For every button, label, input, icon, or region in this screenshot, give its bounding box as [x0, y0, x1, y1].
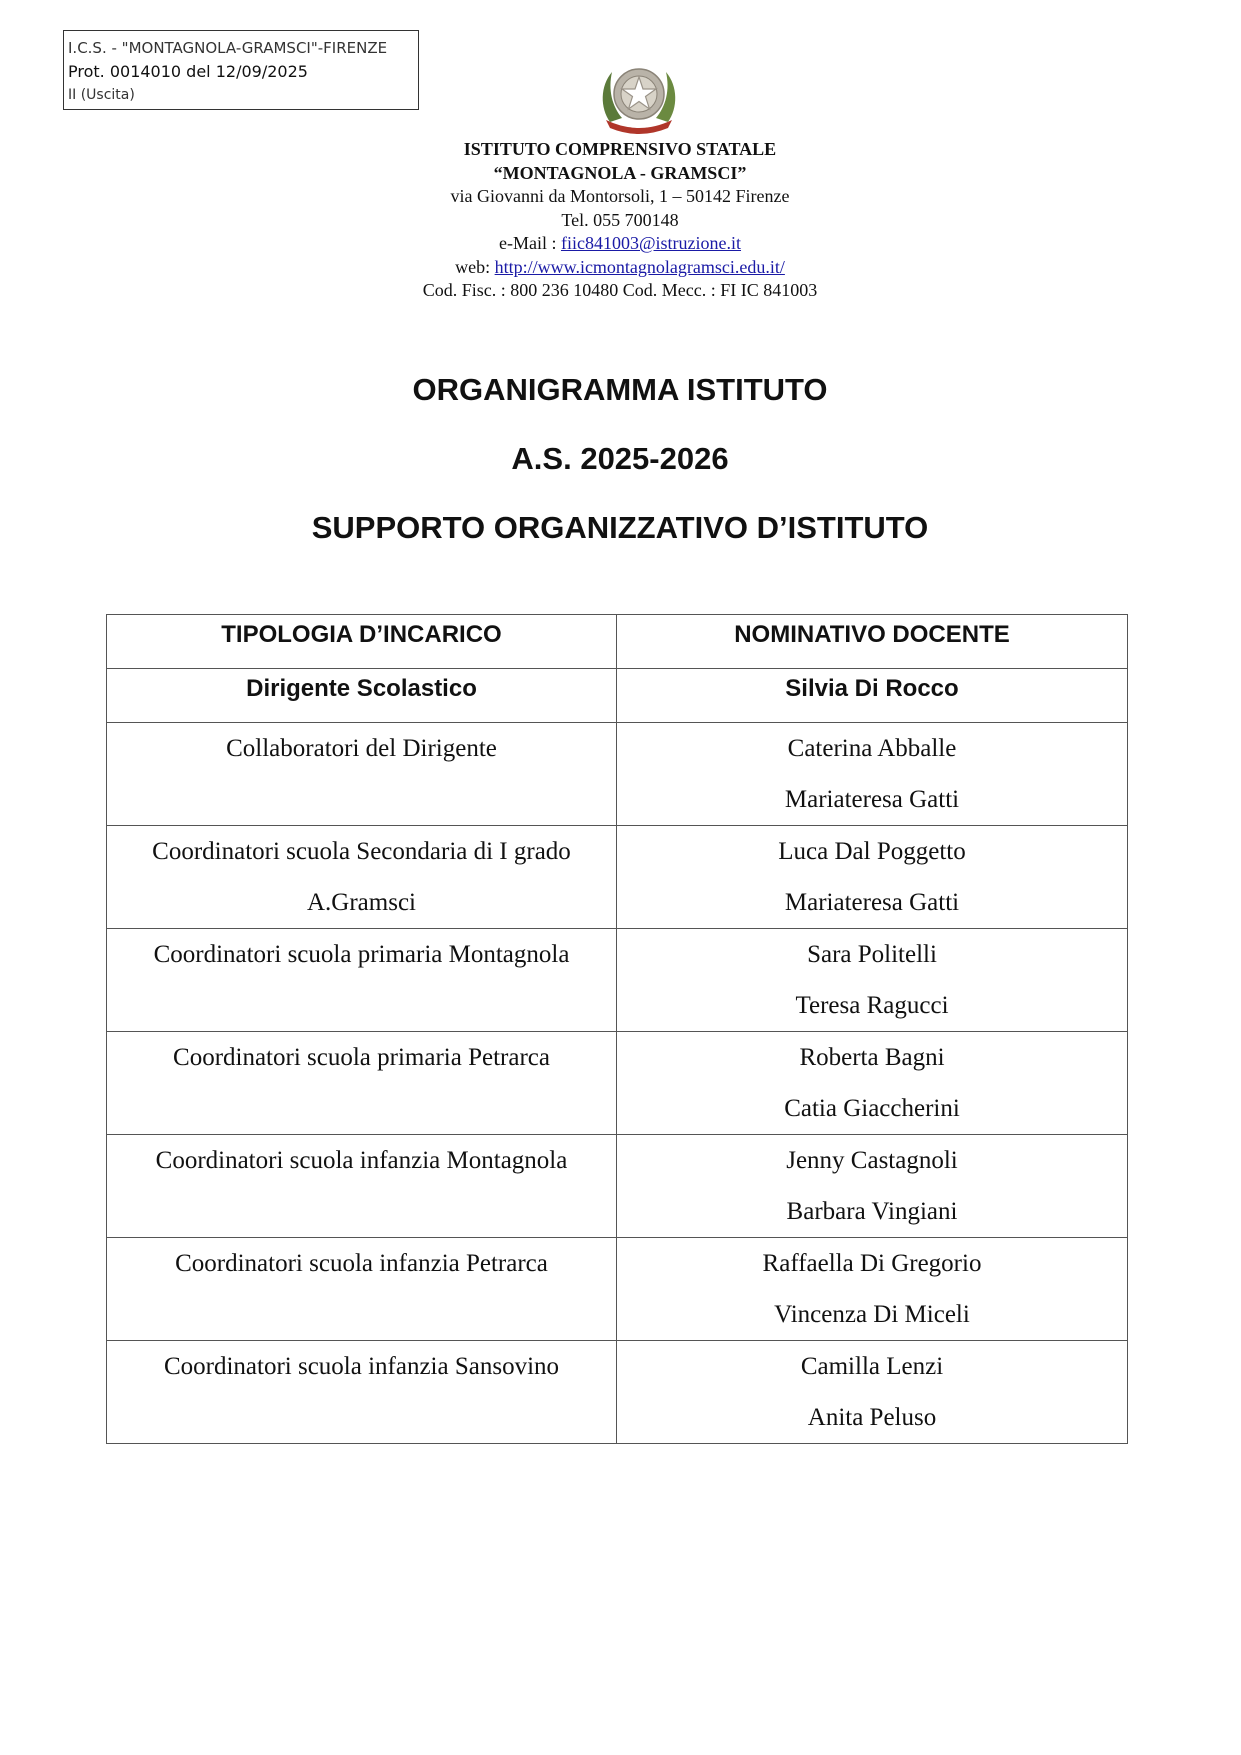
- school-email-row: [280, 232, 960, 256]
- teacher-name: Sara Politelli: [807, 941, 937, 968]
- teacher-name: Vincenza Di Miceli: [774, 1301, 970, 1328]
- names-cell: Silvia Di Rocco: [617, 669, 1128, 723]
- teacher-name: Caterina Abballe: [787, 735, 957, 762]
- school-type: ISTITUTO COMPRENSIVO STATALE: [463, 139, 777, 159]
- document-subtitle: SUPPORTO ORGANIZZATIVO D’ISTITUTO: [311, 510, 929, 545]
- teacher-name: Jenny Castagnoli: [786, 1147, 958, 1174]
- teacher-name: Raffaella Di Gregorio: [762, 1250, 982, 1277]
- school-phone: Tel. 055 700148: [561, 209, 679, 230]
- table-row: [107, 1135, 1128, 1238]
- teacher-name: Camilla Lenzi: [800, 1353, 944, 1380]
- column-header-names: NOMINATIVO DOCENTE: [617, 615, 1128, 669]
- school-name: “MONTAGNOLA - GRAMSCI”: [493, 162, 747, 183]
- table-row: [107, 1238, 1128, 1341]
- role-cell: Dirigente Scolastico: [107, 669, 617, 723]
- email-label: e-Mail :: [498, 233, 561, 253]
- names-cell: [617, 1341, 1128, 1444]
- school-year: A.S. 2025-2026: [511, 441, 729, 476]
- teacher-name: Luca Dal Poggetto: [778, 838, 966, 865]
- role-cell: Coordinatori scuola infanzia Sansovino: [107, 1341, 617, 1444]
- teacher-name: Teresa Ragucci: [795, 992, 949, 1019]
- table-row: [107, 669, 1128, 723]
- protocol-direction: II (Uscita): [68, 87, 135, 103]
- role-cell: Coordinatori scuola primaria Petrarca: [107, 1032, 617, 1135]
- protocol-stamp: [63, 30, 419, 110]
- names-cell: [617, 929, 1128, 1032]
- protocol-institute: I.C.S. - "MONTAGNOLA-GRAMSCI"-FIRENZE: [68, 39, 388, 57]
- teacher-name: Barbara Vingiani: [786, 1198, 958, 1225]
- school-web-row: [280, 256, 960, 280]
- web-label: web:: [455, 256, 495, 277]
- protocol-number: Prot. 0014010 del 12/09/2025: [68, 62, 308, 81]
- teacher-name: Anita Peluso: [807, 1404, 937, 1431]
- school-header: [280, 138, 960, 303]
- teacher-name: Catia Giaccherini: [784, 1095, 960, 1122]
- role-cell: Coordinatori scuola infanzia Montagnola: [107, 1135, 617, 1238]
- column-header-role: TIPOLOGIA D’INCARICO: [107, 615, 617, 669]
- school-codes: Cod. Fisc. : 800 236 10480 Cod. Mecc. : FI IC 841003: [422, 280, 818, 300]
- web-link[interactable]: http://www.icmontagnolagramsci.edu.it/: [494, 256, 785, 277]
- table-row: [107, 826, 1128, 929]
- role-cell: Coordinatori scuola infanzia Petrarca: [107, 1238, 617, 1341]
- names-cell: [617, 1032, 1128, 1135]
- organization-table: [106, 614, 1128, 1444]
- names-cell: [617, 723, 1128, 826]
- teacher-name: Mariateresa Gatti: [784, 889, 960, 916]
- names-cell: [617, 1238, 1128, 1341]
- email-link[interactable]: fiic841003@istruzione.it: [560, 233, 742, 253]
- role-cell: Coordinatori scuola Secondaria di I grado A.Gramsci: [107, 826, 617, 929]
- school-address: via Giovanni da Montorsoli, 1 – 50142 Firenze: [450, 186, 790, 206]
- table-row: [107, 929, 1128, 1032]
- names-cell: [617, 826, 1128, 929]
- republic-emblem-icon: [596, 56, 682, 136]
- document-title: ORGANIGRAMMA ISTITUTO: [412, 372, 828, 407]
- teacher-name: Roberta Bagni: [799, 1044, 945, 1071]
- table-header-row: [107, 615, 1128, 669]
- table-row: [107, 1341, 1128, 1444]
- names-cell: [617, 1135, 1128, 1238]
- table-row: [107, 1032, 1128, 1135]
- table-row: [107, 723, 1128, 826]
- teacher-name: Mariateresa Gatti: [784, 786, 960, 813]
- role-cell: Collaboratori del Dirigente: [107, 723, 617, 826]
- role-cell: Coordinatori scuola primaria Montagnola: [107, 929, 617, 1032]
